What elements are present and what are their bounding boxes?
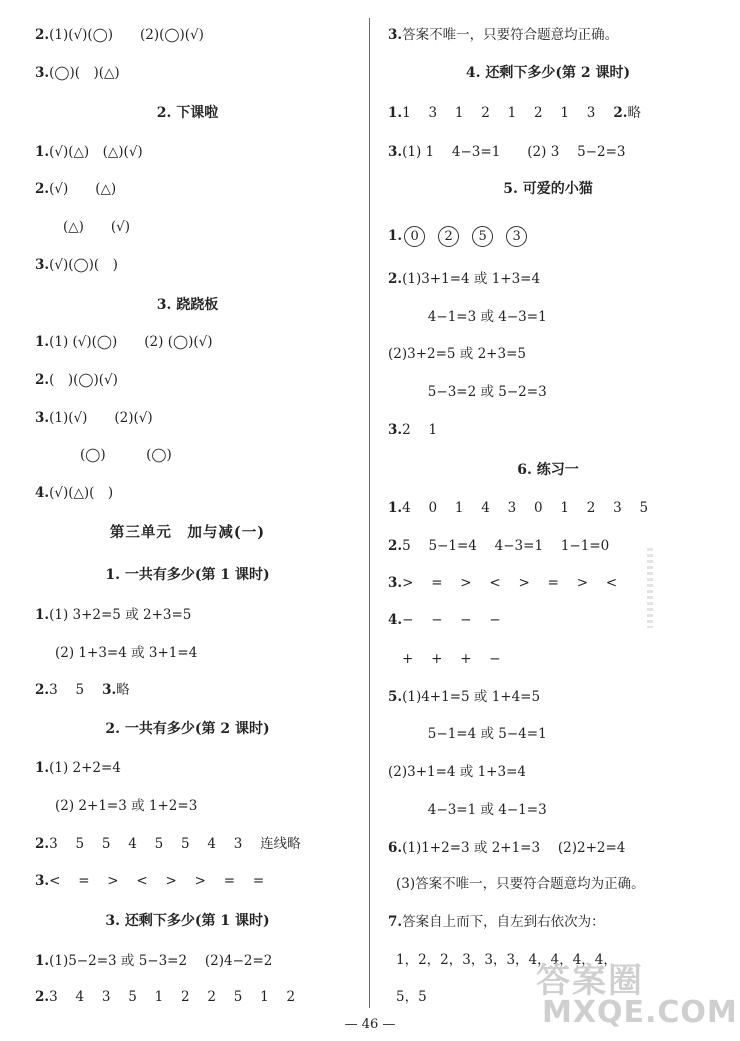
answer-line	[80, 446, 172, 464]
circled-answers	[404, 228, 540, 244]
question-number: 3.	[388, 27, 403, 43]
question-number: 2.	[388, 538, 403, 554]
answer-text: (1) (√)(◯) (2) (◯)(√)	[49, 334, 213, 350]
answer-text: 略	[627, 105, 641, 121]
circled-number: 5	[472, 226, 493, 247]
answer-line	[388, 270, 540, 288]
answer-text: (√) (△)	[49, 181, 117, 197]
answer-line	[388, 763, 526, 781]
question-number: 3.	[388, 575, 403, 591]
question-number: 1.	[35, 144, 50, 160]
answer-text: (1) 1 4−3=1 (2) 3 5−2=3	[402, 144, 626, 160]
watermark-chinese: 答案圈	[536, 961, 644, 1001]
answer-text: > = > < > = > <	[402, 575, 618, 591]
section-heading: 2. 下课啦	[156, 105, 219, 121]
question-number: 3.	[35, 410, 50, 426]
answer-line	[402, 650, 501, 668]
answer-text: (1)5−2=3 或 5−3=2 (2)4−2=2	[49, 953, 273, 969]
question-number: 2.	[613, 105, 628, 121]
answer-text: (2) 2+1=3 或 1+2=3	[55, 798, 198, 814]
answer-line	[35, 26, 204, 44]
answer-line	[388, 574, 617, 592]
answer-line	[388, 913, 605, 931]
question-number: 1.	[388, 228, 403, 244]
answer-line	[410, 308, 547, 326]
answer-text: (1)(√)(◯) (2)(◯)(√)	[49, 27, 204, 43]
answer-text: (1)3+1=4 或 1+3=4	[402, 271, 541, 287]
answer-text: 3 5 5 4 5 5 4 3 连线略	[49, 836, 301, 852]
answer-line	[55, 644, 197, 662]
answer-line	[35, 872, 264, 890]
answer-line	[35, 143, 143, 161]
answer-text: 5，5	[396, 989, 427, 1005]
answer-text: (√)(◯)( )	[49, 257, 118, 273]
question-number: 1.	[388, 105, 403, 121]
answer-text: (3)答案不唯一，只要符合题意均为正确。	[396, 876, 645, 892]
answer-text: 3 4 3 5 1 2 2 5 1 2	[49, 989, 296, 1005]
answer-line	[35, 484, 113, 502]
answer-line	[388, 688, 540, 706]
answer-line	[410, 383, 547, 401]
answer-line	[35, 835, 301, 853]
question-number: 2.	[35, 181, 50, 197]
answer-text: 5−1=4 或 5−4=1	[410, 726, 547, 742]
answer-text: 答案不唯一，只要符合题意均正确。	[402, 27, 619, 43]
section-heading: 2. 一共有多少(第 2 课时)	[105, 721, 270, 737]
question-number: 2.	[35, 372, 50, 388]
answer-line	[35, 606, 191, 624]
column-divider	[369, 18, 370, 1008]
answer-text: 4−1=3 或 4−3=1	[410, 309, 547, 325]
answer-text: (1)1+2=3 或 2+1=3 (2)2+2=4	[402, 840, 626, 856]
answer-text: (△) (√)	[63, 219, 131, 235]
question-number: 1.	[35, 953, 50, 969]
question-number: 6.	[388, 840, 403, 856]
question-number: 3.	[35, 65, 50, 81]
circled-number: 2	[438, 226, 459, 247]
answer-text: (√)(△) (△)(√)	[49, 144, 143, 160]
answer-text: 4−3=1 或 4−1=3	[410, 802, 547, 818]
answer-line	[388, 345, 526, 363]
circled-number: 3	[506, 226, 527, 247]
answer-line	[388, 839, 625, 857]
answer-text: (1)(√) (2)(√)	[49, 410, 153, 426]
answer-line	[388, 537, 609, 555]
answer-line	[410, 801, 547, 819]
answer-line	[35, 409, 153, 427]
section-heading: 5. 可爱的小猫	[503, 181, 593, 197]
section-heading: 3. 跷跷板	[156, 297, 219, 313]
answer-text: 5−3=2 或 5−2=3	[410, 384, 547, 400]
answer-line	[388, 611, 501, 629]
answer-text: + + + −	[402, 651, 501, 667]
answer-text: (√)(△)( )	[49, 485, 114, 501]
answer-line	[396, 875, 645, 893]
section-heading: 1. 一共有多少(第 1 课时)	[105, 567, 270, 583]
answer-text: ( )(◯)(√)	[49, 372, 118, 388]
answer-line	[35, 256, 118, 274]
answer-text: − − − −	[402, 612, 501, 628]
question-number: 1.	[388, 500, 403, 516]
answer-line	[35, 371, 118, 389]
answer-line	[388, 104, 641, 122]
question-number: 4.	[35, 485, 50, 501]
answer-line	[35, 952, 272, 970]
watermark-logo	[536, 953, 738, 1035]
page-number: — 46 —	[344, 1017, 396, 1032]
answer-line	[388, 143, 625, 161]
answer-text: 4 0 1 4 3 0 1 2 3 5	[402, 500, 649, 516]
answer-line	[35, 180, 116, 198]
answer-line	[35, 759, 121, 777]
answer-text: (2) 1+3=4 或 3+1=4	[55, 645, 198, 661]
answer-text: 3 5	[49, 682, 85, 698]
answer-text: 略	[116, 682, 130, 698]
answer-text: < = > < > > = =	[49, 873, 265, 889]
question-number: 3.	[35, 257, 50, 273]
answer-text: 1 3 1 2 1 2 1 3	[402, 105, 596, 121]
section-heading: 3. 还剩下多少(第 1 课时)	[105, 913, 270, 929]
answer-text: (◯) (◯)	[80, 447, 172, 463]
scan-artifact	[647, 548, 653, 628]
answer-line	[388, 499, 648, 517]
question-number: 7.	[388, 914, 403, 930]
answer-line	[410, 725, 547, 743]
answer-line	[35, 64, 120, 82]
question-number: 2.	[35, 682, 50, 698]
answer-text: 答案自上而下，自左到右依次为：	[402, 914, 605, 930]
answer-text: (1)4+1=5 或 1+4=5	[402, 689, 541, 705]
answer-text: 2 1	[402, 422, 438, 438]
answer-text: 1，2，2，3，3，3，4，4，4，4，	[396, 952, 617, 968]
answer-line	[35, 681, 130, 699]
answer-text: 5 5−1=4 4−3=1 1−1=0	[402, 538, 610, 554]
watermark-url: MXQE.COM	[542, 995, 738, 1030]
answer-line	[55, 797, 197, 815]
question-number: 1.	[35, 607, 50, 623]
question-number: 1.	[35, 760, 50, 776]
answer-text: (1) 3+2=5 或 2+3=5	[49, 607, 192, 623]
answer-line	[63, 218, 130, 236]
answer-text: (2)3+1=4 或 1+3=4	[388, 764, 526, 780]
answer-line	[35, 333, 212, 351]
question-number: 5.	[388, 689, 403, 705]
section-heading: 4. 还剩下多少(第 2 课时)	[465, 65, 631, 81]
answer-line	[388, 226, 540, 247]
question-number: 2.	[388, 271, 403, 287]
answer-line	[388, 26, 618, 44]
question-number: 2.	[35, 27, 50, 43]
question-number: 2.	[35, 836, 50, 852]
answer-line	[388, 421, 437, 439]
answer-text: (1) 2+2=4	[49, 760, 121, 776]
answer-text: (2)3+2=5 或 2+3=5	[388, 346, 526, 362]
answer-text: (◯)( )(△)	[49, 65, 120, 81]
question-number: 2.	[35, 989, 50, 1005]
question-number: 1.	[35, 334, 50, 350]
question-number: 3.	[388, 422, 403, 438]
answer-line	[396, 988, 427, 1006]
answer-line	[35, 988, 295, 1006]
section-heading: 6. 练习一	[517, 462, 579, 478]
question-number: 3.	[388, 144, 403, 160]
question-number: 3.	[35, 873, 50, 889]
circled-number: 0	[404, 226, 425, 247]
question-number: 4.	[388, 612, 403, 628]
unit-title: 第三单元 加与减(一)	[109, 524, 266, 541]
question-number: 3.	[102, 682, 117, 698]
